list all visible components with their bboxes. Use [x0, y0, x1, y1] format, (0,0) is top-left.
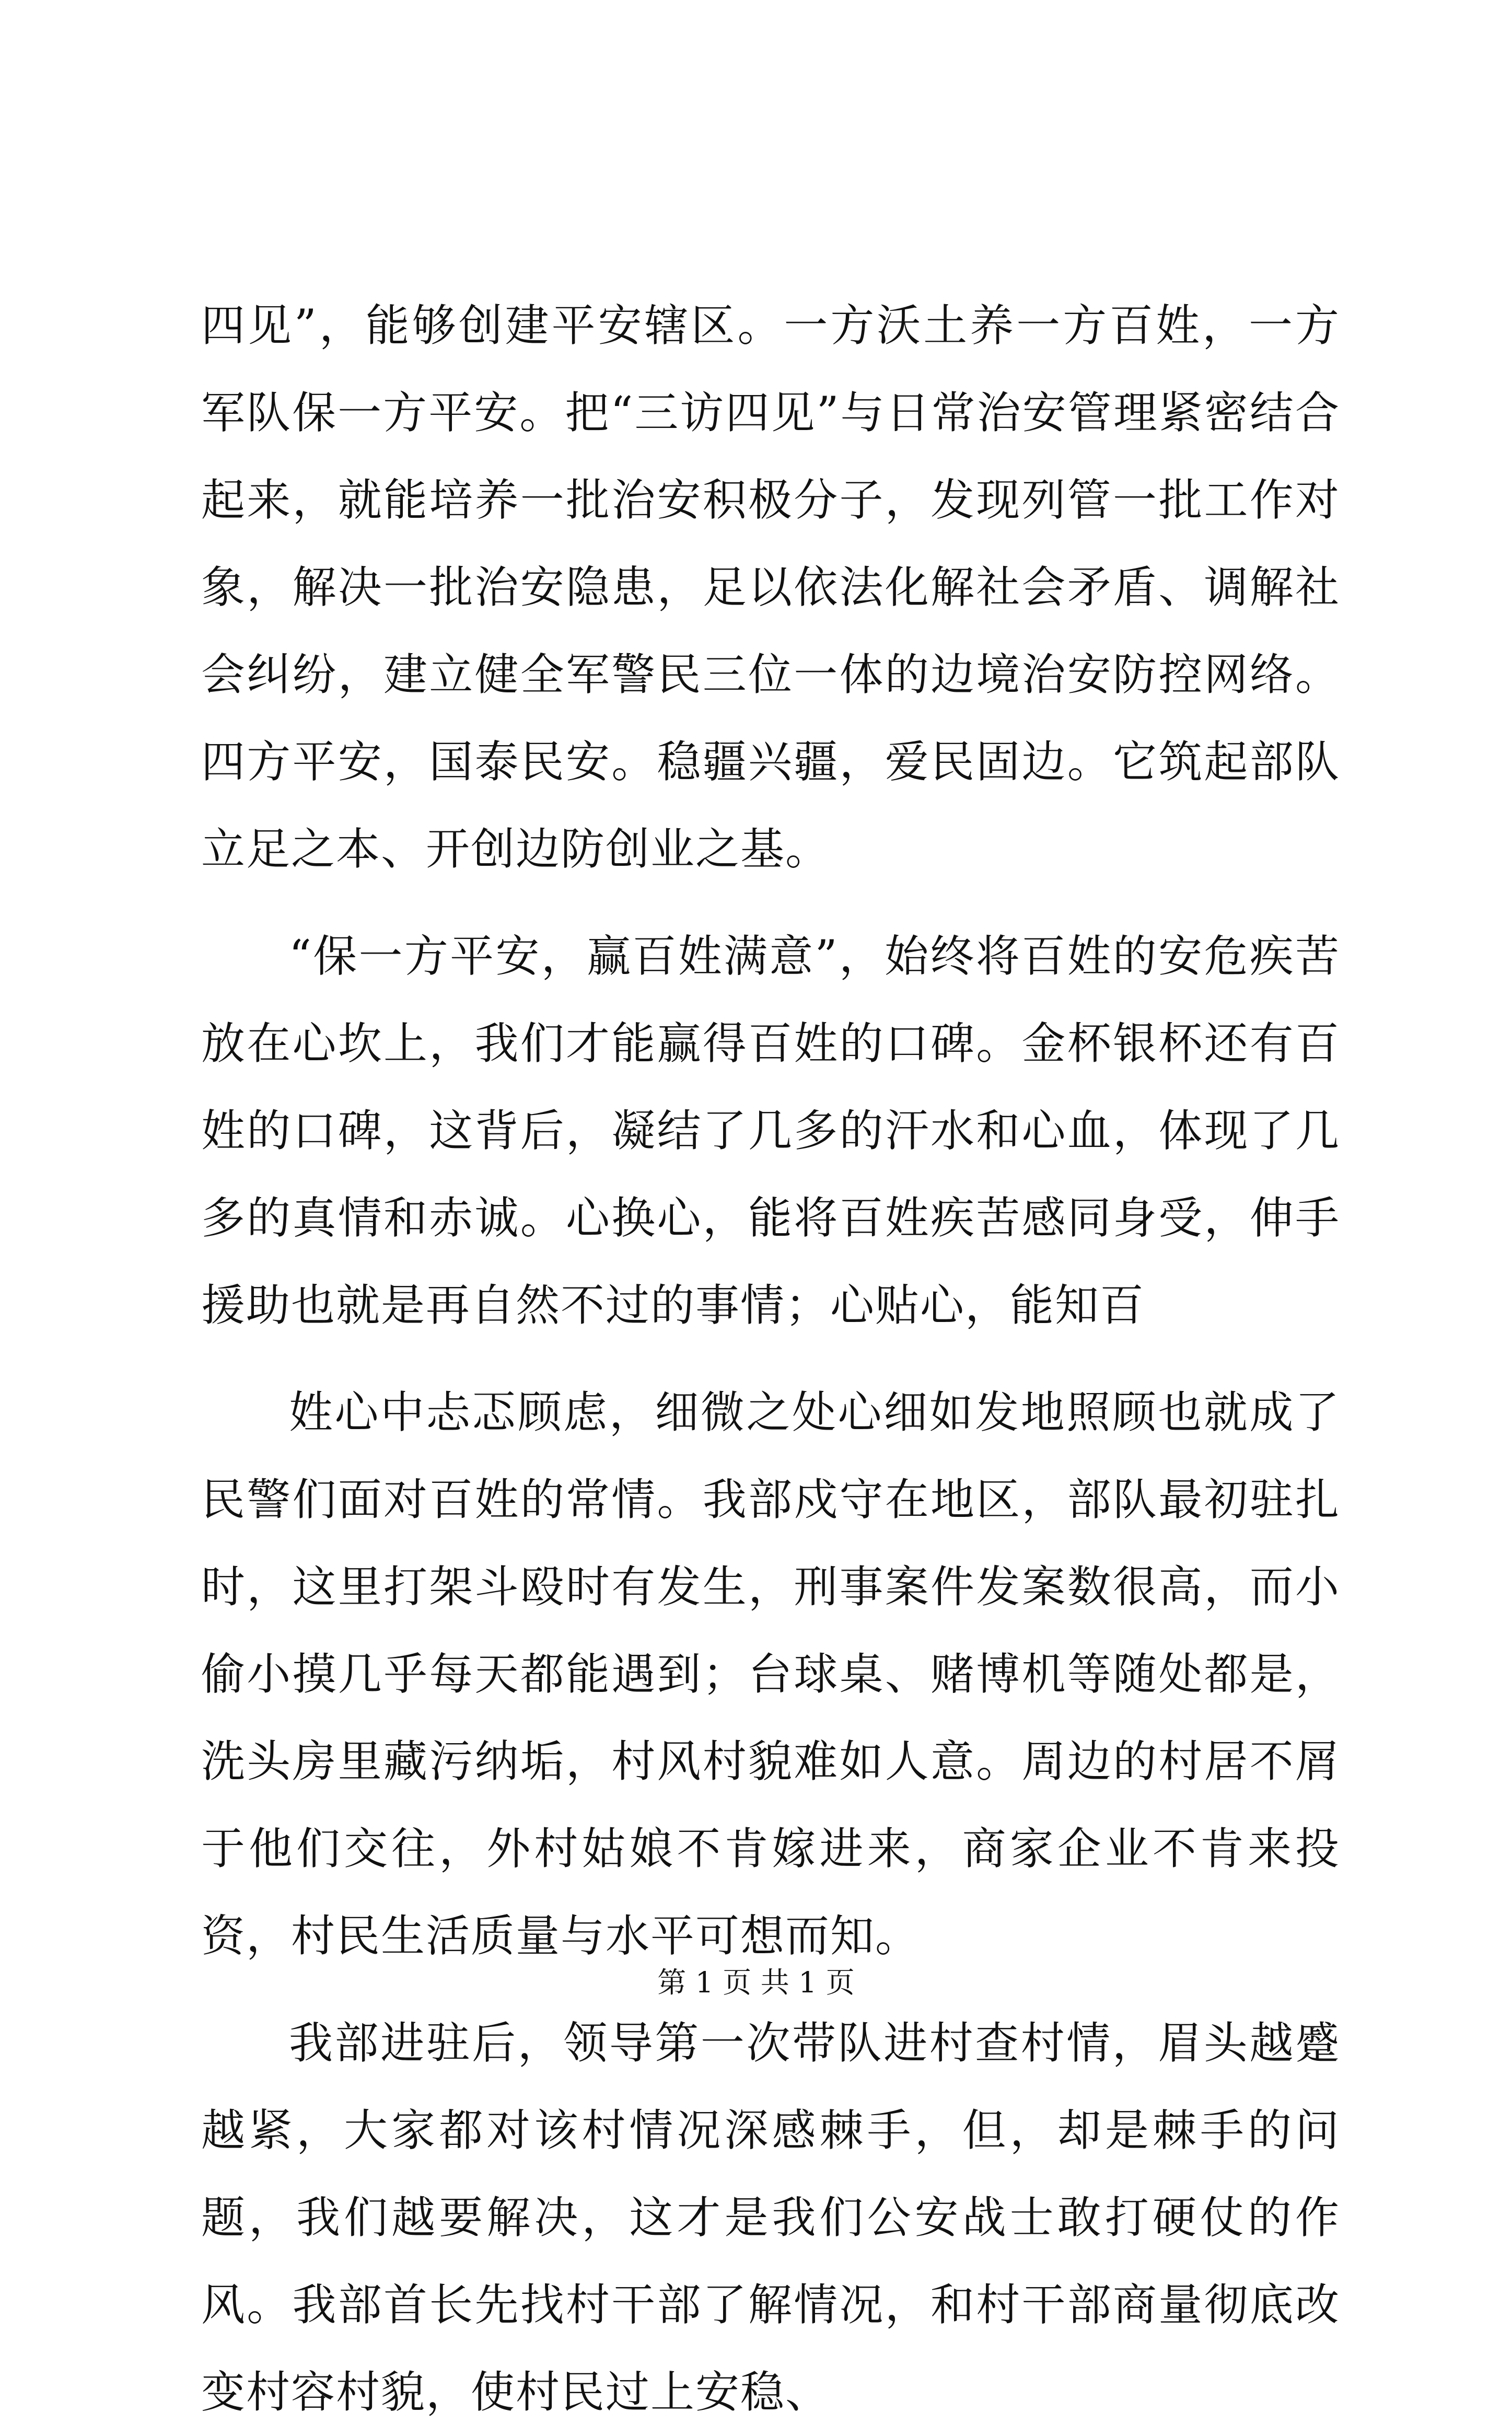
page-footer: 第 1 页 共 1 页: [657, 1966, 855, 1999]
document-body: [201, 282, 1340, 2436]
paragraph: 姓心中忐忑顾虑，细微之处心细如发地照顾也就成了民警们面对百姓的常情。我部戍守在地区，部队最初驻扎时，这里打架斗殴时有发生，刑事案件发案数很高，而小偷小摸几乎每天都能遇到；台球桌、赌博机等随处都是，洗头房里藏污纳垢，村风村貌难如人意。周边的村居不屑于他们交往，外村姑娘不肯嫁进来，商家企业不肯来投资，村民生活质量与水平可想而知。: [201, 1387, 1340, 1962]
paragraph: “保一方平安，赢百姓满意”，始终将百姓的安危疾苦放在心坎上，我们才能赢得百姓的口碑。金杯银杯还有百姓的口碑，这背后，凝结了几多的汗水和心血，体现了几多的真情和赤诚。心换心，能将百姓疾苦感同身受，伸手援助也就是再自然不过的事情；心贴心，能知百: [201, 931, 1340, 1331]
paragraph-continuation: 四见”，能够创建平安辖区。一方沃土养一方百姓，一方军队保一方平安。把“三访四见”与日常治安管理紧密结合起来，就能培养一批治安积极分子，发现列管一批工作对象，解决一批治安隐患，足以依法化解社会矛盾、调解社会纠纷，建立健全军警民三位一体的边境治安防控网络。四方平安，国泰民安。稳疆兴疆，爱民固边。它筑起部队立足之本、开创边防创业之基。: [201, 300, 1340, 875]
paragraph: 我部进驻后，领导第一次带队进村查村情，眉头越蹙越紧，大家都对该村情况深感棘手，但，却是棘手的问题，我们越要解决，这才是我们公安战士敢打硬仗的作风。我部首长先找村干部了解情况，和村干部商量彻底改变村容村貌，使村民过上安稳、: [201, 2017, 1340, 2418]
